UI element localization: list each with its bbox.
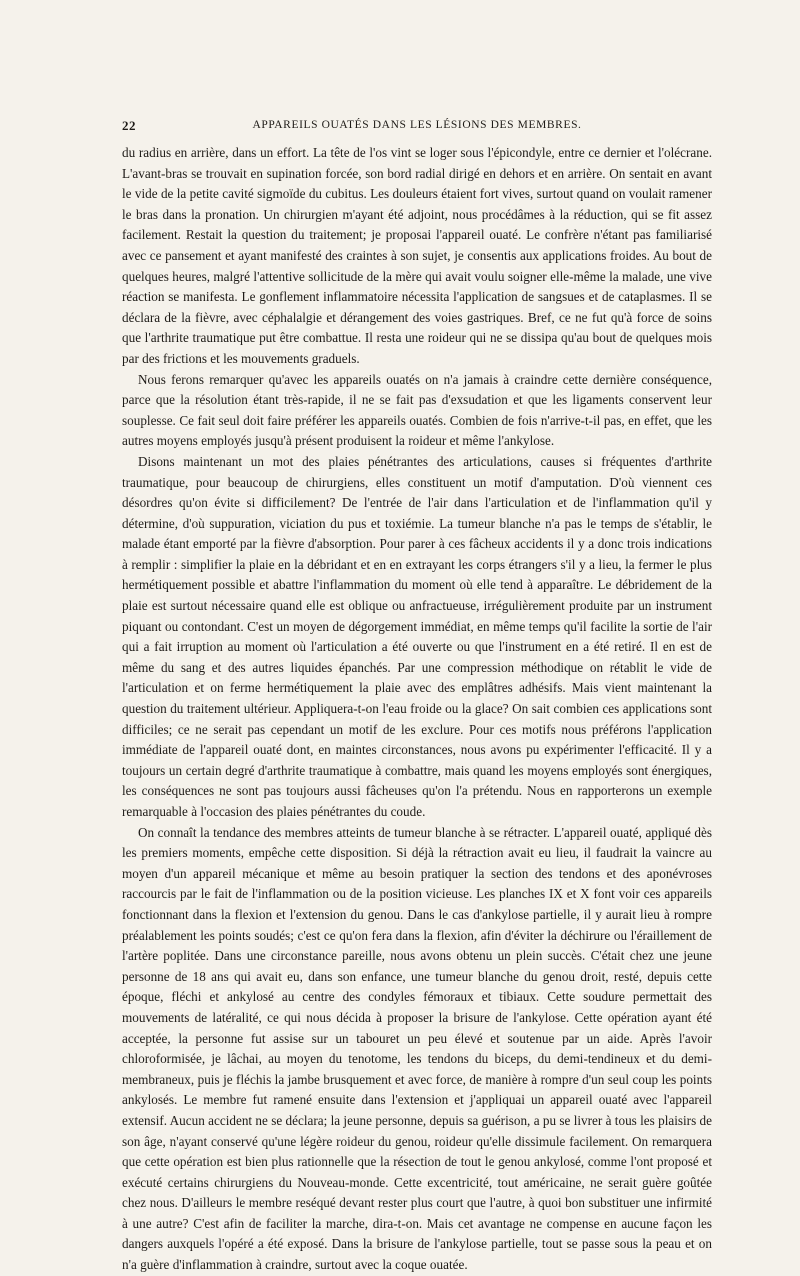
paragraph: Disons maintenant un mot des plaies pénétrantes des articulations, causes si fréquentes d'arthrite traumatique, pour beaucoup de chirurgiens, elles constituent un motif d'amputation. D'où viennent ces désordres qu'on évite si difficilement? De l'entrée de l'air dans l'articulation et de l'inflammation qu'il y détermine, d'où suppuration, viciation du pus et toxiémie. La tumeur blanche n'a pas le temps de s'établir, le malade étant emporté par la fièvre d'absorption. Pour parer à ces fâcheux accidents il y a donc trois indications à remplir : simplifier la plaie en la débridant et en en extrayant les corps étrangers s'il y a lieu, la fermer le plus hermétiquement possible et abattre l'inflammation du moment où elle tend à apparaître. Le débridement de la plaie est surtout nécessaire quand elle est oblique ou anfractueuse, irrégulièrement produite par un instrument piquant ou contondant. C'est un moyen de dégorgement immédiat, en même temps qu'il facilite la sortie de l'air qui a fait irruption au moment où l'articulation a été ouverte ou que l'instrument en a été retiré. Il en est de même du sang et des autres liquides épanchés. Par une compression méthodique on rétablit le vide de l'articulation et on ferme hermétiquement la plaie avec des emplâtres adhésifs. Mais vient maintenant la question du traitement ultérieur. Appliquera-t-on l'eau froide ou la glace? On sait combien ces applications sont difficiles; ce ne serait pas cependant un motif de les exclure. Pour ces motifs nous préférons l'application immédiate de l'appareil ouaté dont, en maintes circonstances, nous avons pu expérimenter l'efficacité. Il y a toujours un certain degré d'arthrite traumatique à combattre, mais quand les moyens employés sont énergiques, les conséquences ne sont pas toujours aussi fâcheuses qu'on l'a prétendu. Nous en rapporterons un exemple remarquable à l'occasion des plaies pénétrantes du coude. (122, 453, 712, 819)
running-head: APPAREILS OUATÉS DANS LES LÉSIONS DES MEMBRES. (252, 119, 582, 131)
body-text (122, 143, 712, 1276)
paragraph: On connaît la tendance des membres atteints de tumeur blanche à se rétracter. L'appareil ouaté, appliqué dès les premiers moments, empêche cette disposition. Si déjà la rétraction avait eu lieu, il faudrait la vaincre au moyen d'un appareil mécanique et même au besoin pratiquer la section des tendons et des aponévroses raccourcis par le fait de l'inflammation ou de la position vicieuse. Les planches IX et X font voir ces appareils fonctionnant dans la flexion et l'extension du genou. Dans le cas d'ankylose partielle, il y aurait lieu à rompre préalablement les points soudés; c'est ce qu'on fera dans la flexion, afin d'éviter la déchirure ou l'éraillement de l'artère poplitée. Dans une circonstance pareille, nous avons obtenu un plein succès. C'était chez une jeune personne de 18 ans qui avait eu, dans son enfance, une tumeur blanche du genou droit, resté, depuis cette époque, fléchi et ankylosé au centre des condyles fémoraux et tibiaux. Cette soudure permettait des mouvements de latéralité, ce qui nous décida à proposer la brisure de l'ankylose. Cette opération ayant été acceptée, la personne fut assise sur un tabouret un peu élevé et soutenue par un aide. Après l'avoir chloroformisée, je lâchai, au moyen du tenotome, les tendons du biceps, du demi-tendineux et du demi-membraneux, puis je fléchis la jambe brusquement et avec force, de manière à rompre d'un seul coup les points ankylosés. Le membre fut ramené ensuite dans l'extension et j'appliquai un appareil ouaté avec l'appareil extensif. Aucun accident ne se déclara; la jeune personne, depuis sa guérison, a pu se livrer à tous les plaisirs de son âge, n'ayant conservé qu'une légère roideur du genou, roideur qu'elle dissimule facilement. On remarquera que cette opération est bien plus rationnelle que la résection de tout le genou ankylosé, comme l'ont proposé et exécuté certains chirurgiens du Nouveau-monde. Cette excentricité, tout américaine, ne serait guère goûtée chez nous. D'ailleurs le membre reséqué devant rester plus court que l'autre, à quoi bon substituer une infirmité à une autre? C'est afin de faciliter la marche, dira-t-on. Mais cet avantage ne compense en aucune façon les dangers auxquels l'opéré a été exposé. Dans la brisure de l'ankylose partielle, tout se passe sous la peau et on n'a guère d'inflammation à craindre, surtout avec la coque ouatée. (122, 824, 712, 1273)
paragraph: du radius en arrière, dans un effort. La tête de l'os vint se loger sous l'épicondyle, entre ce dernier et l'olécrane. L'avant-bras se trouvait en supination forcée, son bord radial dirigé en dehors et en arrière. On sentait en avant le vide de la petite cavité sigmoïde du cubitus. Les douleurs étaient fort vives, surtout quand on voulait ramener le bras dans la pronation. Un chirurgien m'ayant été adjoint, nous procédâmes à la réduction, qui se fit assez facilement. Restait la question du traitement; je proposai l'appareil ouaté. Le confrère n'étant pas familiarisé avec ce pansement et ayant manifesté des craintes à son sujet, je consentis aux applications froides. Au bout de quelques heures, malgré l'attentive sollicitude de la mère qui avait voulu soigner elle-même la malade, une vive réaction se manifesta. Le gonflement inflammatoire nécessita l'application de sangsues et de cataplasmes. Il se déclara de la fièvre, avec céphalalgie et dérangement des voies gastriques. Bref, ce ne fut qu'à force de soins que l'arthrite traumatique put être combattue. Il resta une roideur qui ne se dissipa qu'au bout de quelques mois par des frictions et les mouvements graduels. (122, 145, 712, 366)
paragraph: Nous ferons remarquer qu'avec les appareils ouatés on n'a jamais à craindre cette dernière conséquence, parce que la résolution étant très-rapide, il ne se fait pas d'exsudation et que les ligaments conservent leur souplesse. Ce fait seul doit faire préférer les appareils ouatés. Combien de fois n'arrive-t-il pas, en effet, que les autres moyens employés jusqu'à présent produisent la roideur et même l'ankylose. (122, 371, 712, 449)
page-header (122, 118, 712, 138)
page-number: 22 (122, 118, 136, 133)
